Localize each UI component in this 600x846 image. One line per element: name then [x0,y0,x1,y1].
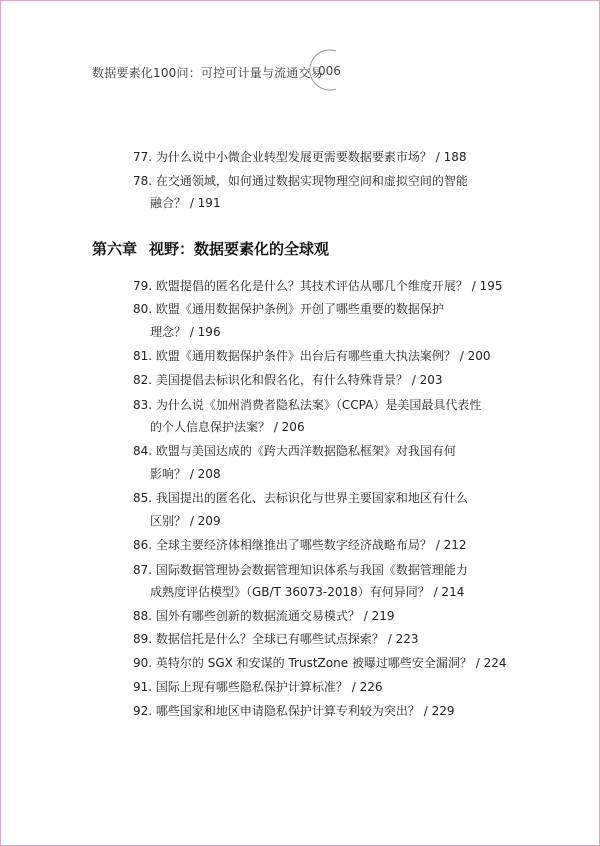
toc-entry-84-line-2[interactable]: 影响？ / 208 [150,467,221,481]
toc-entry-78-line-2[interactable]: 融合？ / 191 [150,196,221,210]
toc-entry-92-line-1[interactable]: 92. 哪些国家和地区申请隐私保护计算专利较为突出？ / 229 [133,704,455,718]
toc-entry-84-line-1[interactable]: 84. 欧盟与美国达成的《跨大西洋数据隐私框架》对我国有何 [133,444,456,458]
running-header-title: 数据要素化100问：可控可计量与流通交易 [92,66,323,80]
toc-entry-80-line-2[interactable]: 理念？ / 196 [150,325,221,339]
toc-entry-89-line-1[interactable]: 89. 数据信托是什么？全球已有哪些试点探索？ / 223 [133,632,419,646]
toc-entry-83-line-1[interactable]: 83. 为什么说《加州消费者隐私法案》（CCPA）是美国最具代表性 [133,398,482,412]
toc-entry-90-line-1[interactable]: 90. 英特尔的 SGX 和安谋的 TrustZone 被曝过哪些安全漏洞？ / 224 [133,656,507,670]
toc-entry-86-line-1[interactable]: 86. 全球主要经济体相继推出了哪些数字经济战略布局？ / 212 [133,538,467,552]
toc-entry-85-line-1[interactable]: 85. 我国提出的匿名化、去标识化与世界主要国家和地区有什么 [133,491,468,505]
chapter-heading [92,238,329,259]
toc-entry-87-line-1[interactable]: 87. 国际数据管理协会数据管理知识体系与我国《数据管理能力 [133,563,468,577]
toc-entry-85-line-2[interactable]: 区别？ / 209 [150,514,221,528]
toc-entry-81-line-1[interactable]: 81. 欧盟《通用数据保护条件》出台后有哪些重大执法案例？ / 200 [133,349,491,363]
toc-entry-77-line-1[interactable]: 77. 为什么说中小微企业转型发展更需要数据要素市场？ / 188 [133,150,467,164]
toc-entry-79-line-1[interactable]: 79. 欧盟提倡的匿名化是什么？其技术评估从哪几个维度开展？ / 195 [133,279,503,293]
toc-entry-83-line-2[interactable]: 的个人信息保护法案？ / 206 [150,420,305,434]
chapter-title: 视野：数据要素化的全球观 [149,240,330,258]
toc-entry-91-line-1[interactable]: 91. 国际上现有哪些隐私保护计算标准？ / 226 [133,680,383,694]
running-header-page-number: 006 [318,64,341,78]
toc-entry-82-line-1[interactable]: 82. 美国提倡去标识化和假名化，有什么特殊背景？ / 203 [133,373,443,387]
toc-entry-87-line-2[interactable]: 成熟度评估模型》（GB/T 36073-2018）有何异同？ / 214 [150,585,465,599]
toc-entry-78-line-1[interactable]: 78. 在交通领域，如何通过数据实现物理空间和虚拟空间的智能 [133,174,468,188]
toc-entry-80-line-1[interactable]: 80. 欧盟《通用数据保护条例》开创了哪些重要的数据保护 [133,302,444,316]
toc-entry-88-line-1[interactable]: 88. 国外有哪些创新的数据流通交易模式？ / 219 [133,609,395,623]
chapter-label: 第六章 [92,240,138,258]
